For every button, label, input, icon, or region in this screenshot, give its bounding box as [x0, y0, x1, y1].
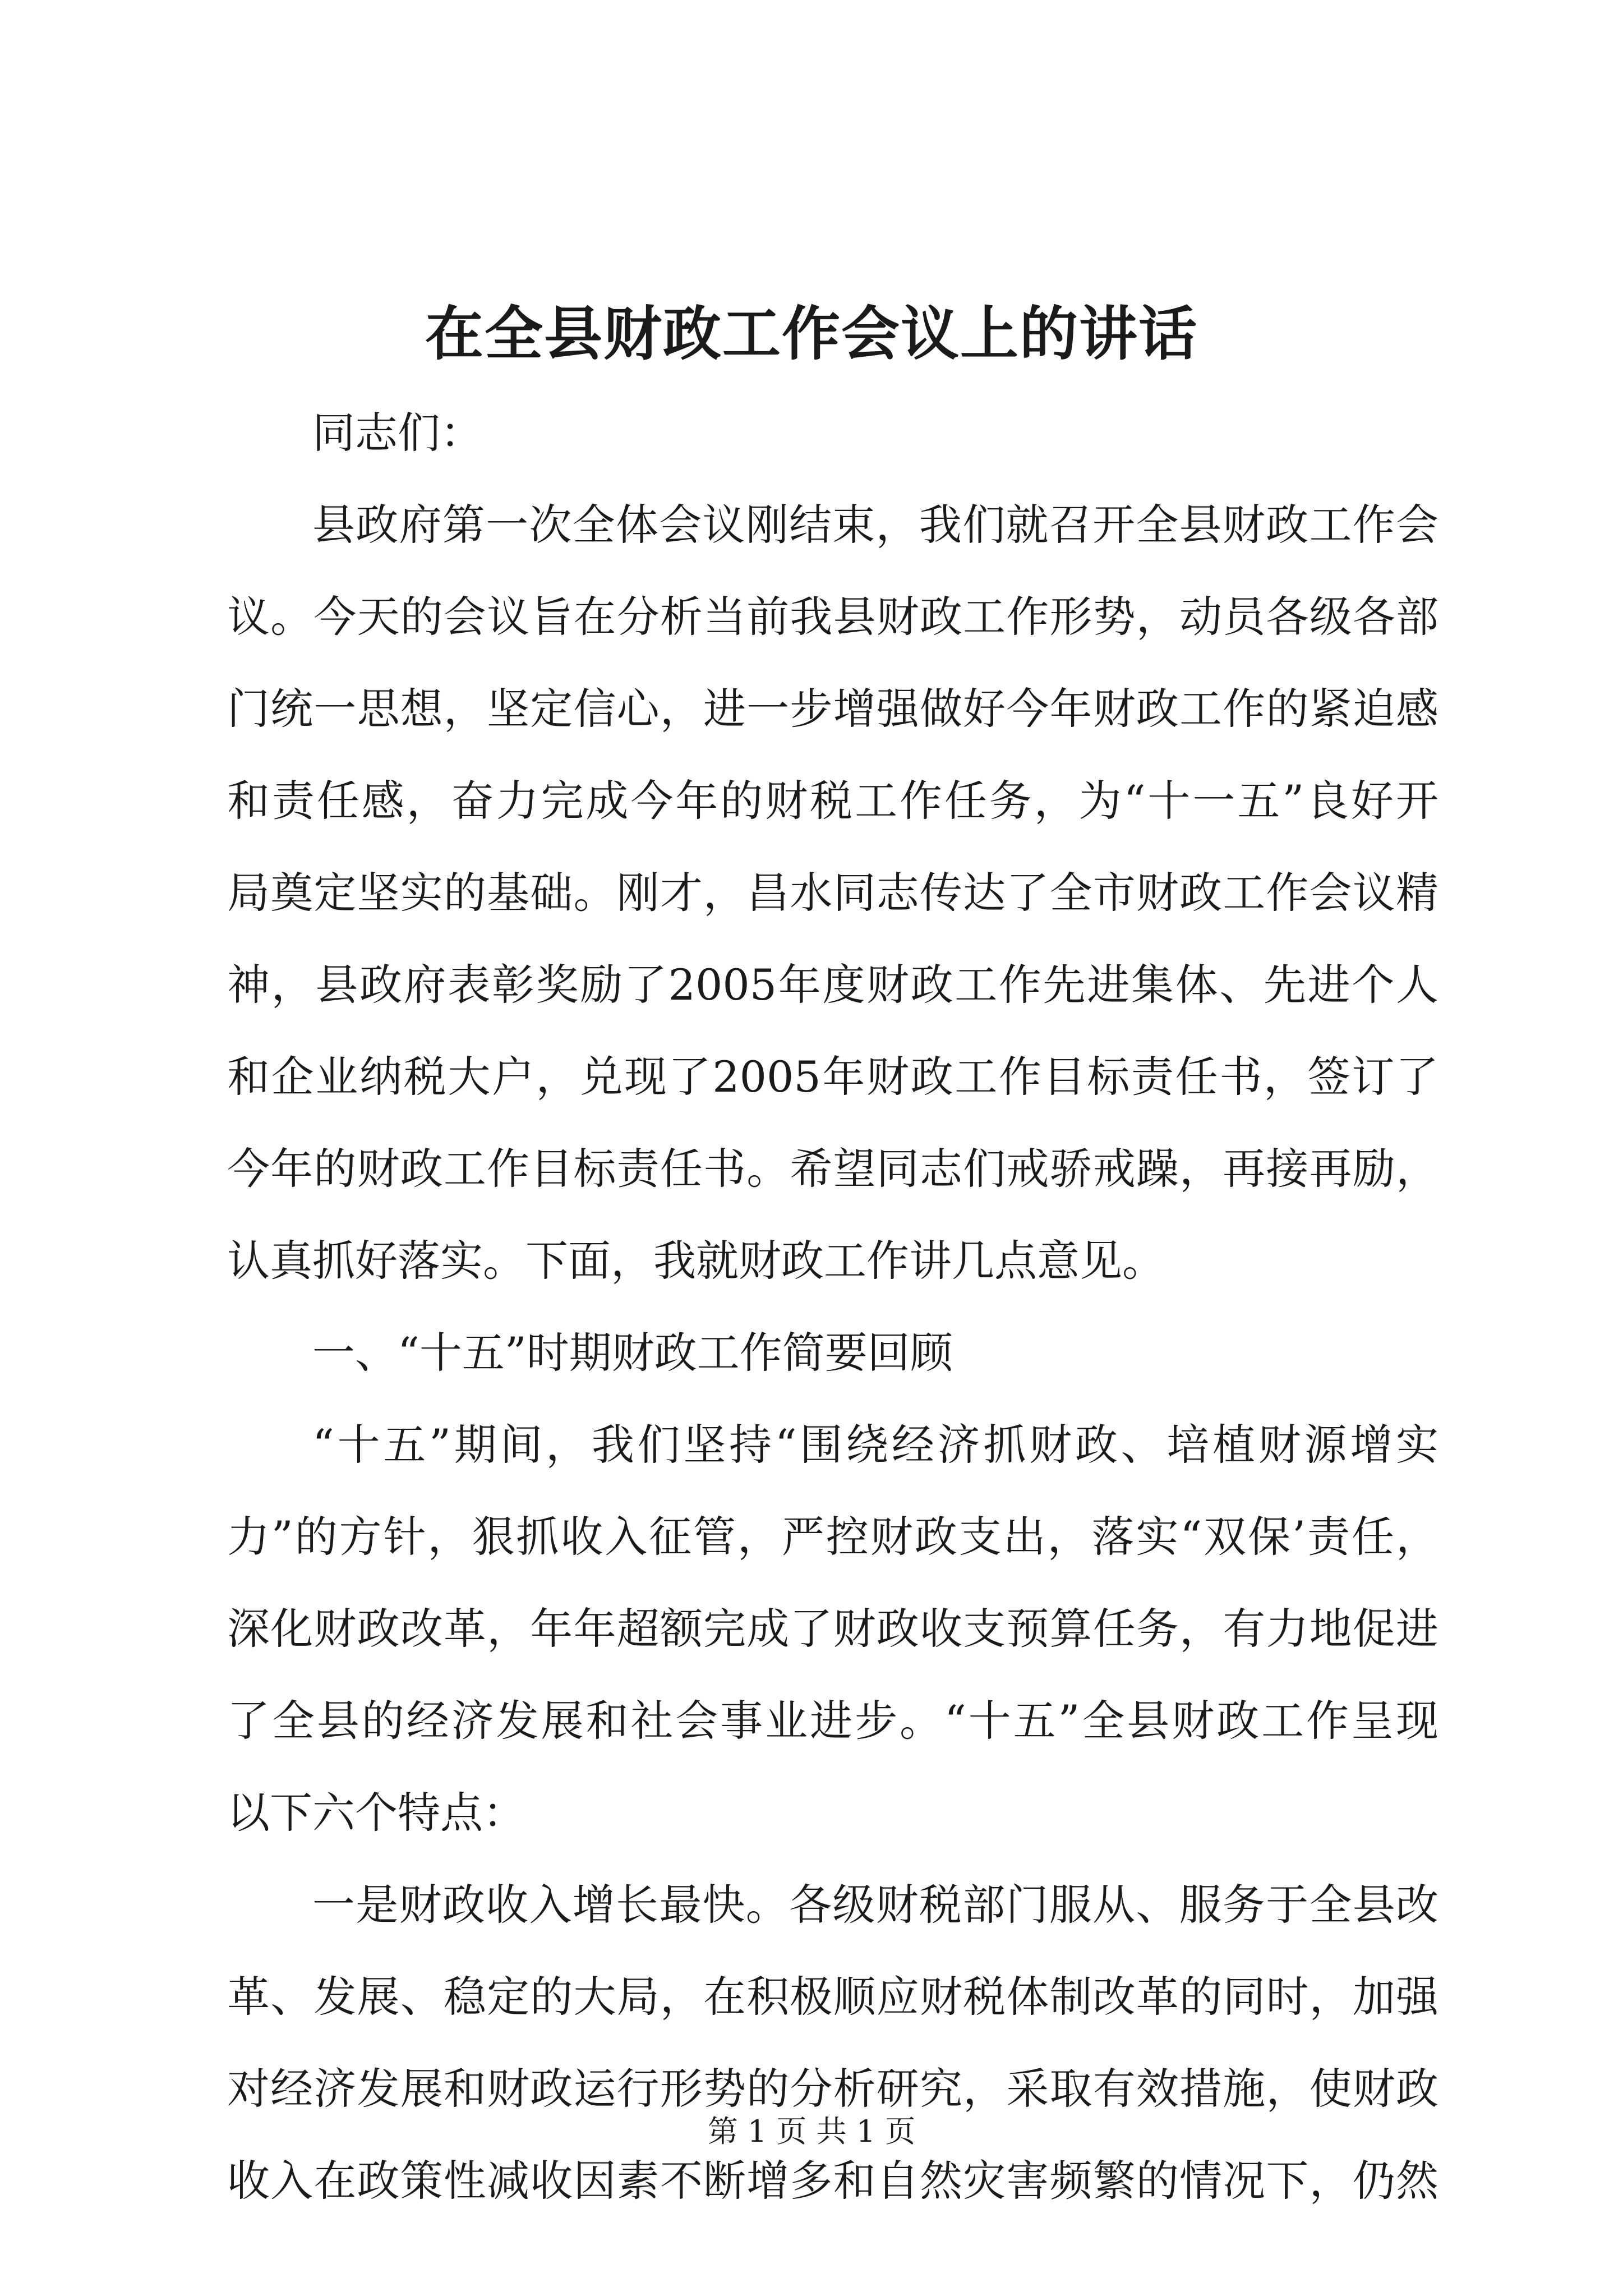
body-line: 一是财政收入增长最快。各级财税部门服从、服务于全县改	[312, 1880, 1438, 1930]
body-line: 革、发展、稳定的大局，在积极顺应财税体制改革的同时，加强	[227, 1972, 1438, 2022]
section-heading: 一、“十五”时期财政工作简要回顾	[312, 1328, 953, 1378]
document-body	[227, 387, 1438, 2227]
body-line: 深化财政改革，年年超额完成了财政收支预算任务，有力地促进	[227, 1604, 1438, 1654]
body-line: 门统一思想，坚定信心，进一步增强做好今年财政工作的紧迫感	[227, 684, 1438, 734]
body-line: 议。今天的会议旨在分析当前我县财政工作形势，动员各级各部	[227, 592, 1438, 642]
body-line: 和企业纳税大户，兑现了2005年财政工作目标责任书，签订了	[227, 1052, 1438, 1102]
body-line: 神，县政府表彰奖励了2005年度财政工作先进集体、先进个人	[227, 960, 1438, 1010]
body-line: 县政府第一次全体会议刚结束，我们就召开全县财政工作会	[312, 500, 1438, 550]
body-line: 力”的方针，狠抓收入征管，严控财政支出，落实“双保’责任，	[227, 1512, 1438, 1562]
salutation-line: 同志们：	[312, 408, 483, 458]
page-footer: 第 1 页 共 1 页	[707, 2114, 916, 2149]
body-line: 以下六个特点：	[227, 1788, 525, 1838]
body-line: “十五”期间，我们坚持“围绕经济抓财政、培植财源增实	[312, 1420, 1438, 1470]
body-line: 认真抓好落实。下面，我就财政工作讲几点意见。	[227, 1236, 1165, 1286]
body-line: 今年的财政工作目标责任书。希望同志们戒骄戒躁，再接再励，	[227, 1144, 1438, 1194]
document-title: 在全县财政工作会议上的讲话	[425, 299, 1198, 368]
body-line: 收入在政策性减收因素不断增多和自然灾害频繁的情况下，仍然	[227, 2156, 1438, 2206]
body-line: 对经济发展和财政运行形势的分析研究，采取有效措施，使财政	[227, 2064, 1438, 2114]
body-line: 和责任感，奋力完成今年的财税工作任务，为“十一五”良好开	[227, 776, 1438, 826]
body-line: 了全县的经济发展和社会事业进步。“十五”全县财政工作呈现	[227, 1696, 1438, 1746]
body-line: 局奠定坚实的基础。刚才，昌水同志传达了全市财政工作会议精	[227, 868, 1438, 918]
